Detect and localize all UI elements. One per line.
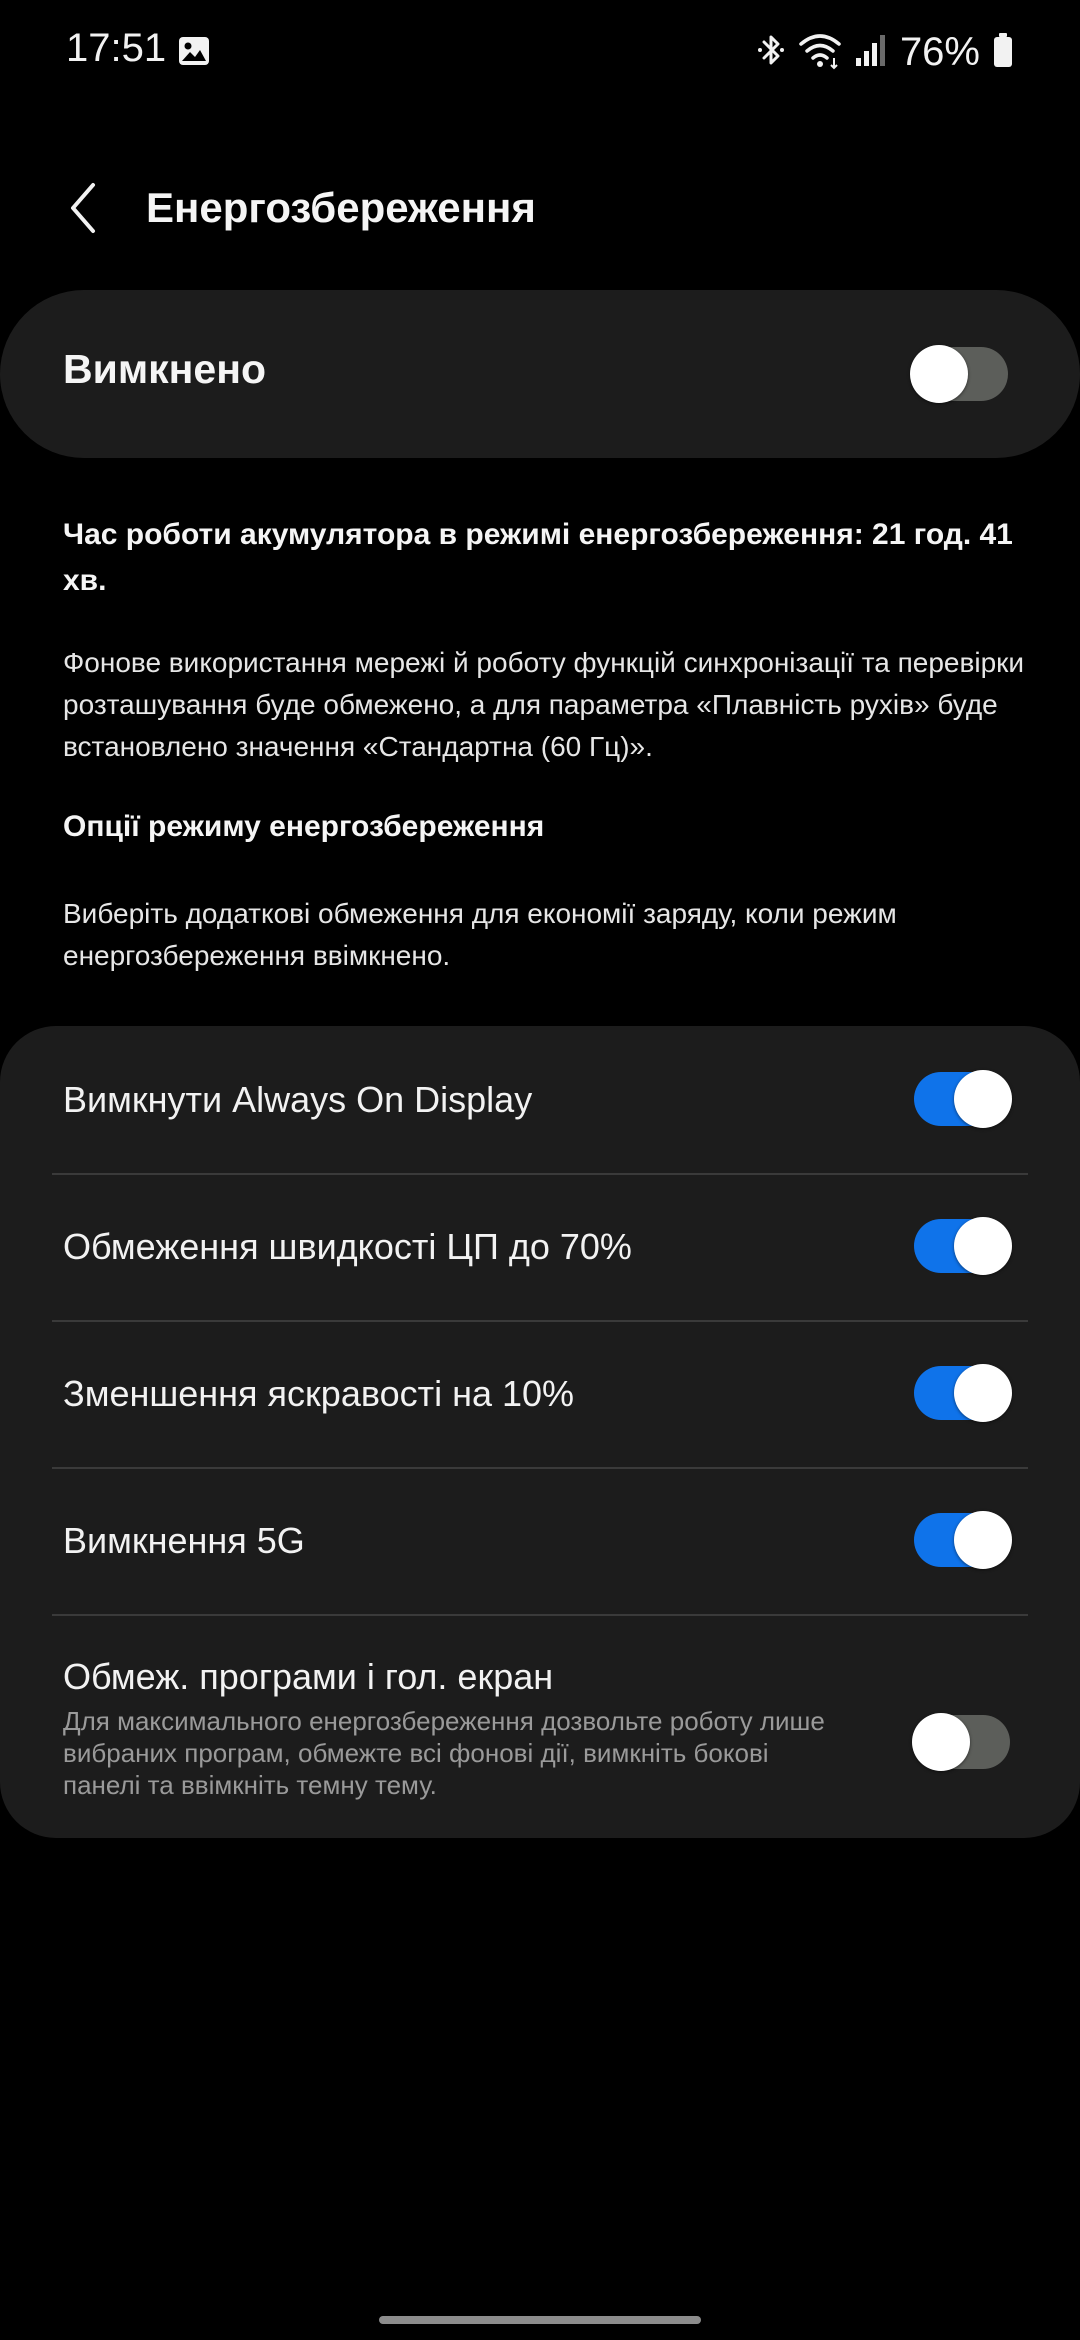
- status-bar: [0, 0, 1080, 100]
- battery-icon: [992, 30, 1014, 75]
- battery-percentage: 76%: [899, 29, 980, 74]
- gallery-icon: [178, 36, 210, 66]
- 5g-toggle-switch[interactable]: [914, 1513, 1010, 1567]
- toggle-knob: [910, 345, 968, 403]
- brightness-toggle-switch[interactable]: [914, 1366, 1010, 1420]
- option-row-aod[interactable]: [0, 1026, 1080, 1172]
- master-toggle-switch[interactable]: [912, 347, 1008, 401]
- option-label: Обмеж. програми і гол. екран: [63, 1656, 554, 1697]
- options-card: [0, 1026, 1080, 1838]
- restrictions-description: Фонове використання мережі й роботу функцій синхронізації та перевірки розташування буде обмежено, а для параметра «Плавність рухів» буде встановлено значення «Стандартна (60 Гц)».: [63, 647, 1025, 762]
- app-header: [0, 160, 1080, 260]
- gesture-navigation-bar[interactable]: [379, 2316, 701, 2324]
- toggle-knob: [954, 1364, 1012, 1422]
- chevron-left-icon: [65, 181, 99, 240]
- status-icons: [756, 26, 1014, 78]
- option-label: Зменшення яскравості на 10%: [63, 1373, 575, 1414]
- toggle-knob: [954, 1070, 1012, 1128]
- option-row-limit-apps[interactable]: [0, 1615, 1080, 1838]
- options-description: Виберіть додаткові обмеження для економії заряду, коли режим енергозбереження ввімкнено.: [63, 898, 897, 971]
- limit-apps-toggle-switch[interactable]: [914, 1715, 1010, 1769]
- option-label: Вимкнення 5G: [63, 1520, 305, 1561]
- status-time: 17:51: [66, 26, 167, 70]
- wifi-icon: [798, 30, 842, 75]
- master-toggle-label: Вимкнено: [63, 346, 267, 392]
- master-toggle-card[interactable]: [0, 290, 1080, 458]
- option-row-brightness[interactable]: [0, 1321, 1080, 1467]
- toggle-knob: [954, 1217, 1012, 1275]
- option-row-5g[interactable]: [0, 1468, 1080, 1614]
- option-sublabel: Для максимального енергозбереження дозвольте роботу лише вибраних програм, обмежте всі фонові дії, вимкніть бокові панелі та ввімкніть темну тему.: [63, 1706, 825, 1800]
- battery-runtime-text: Час роботи акумулятора в режимі енергозбереження: 21 год. 41 хв.: [63, 518, 1013, 597]
- bluetooth-icon: [756, 30, 786, 75]
- option-label: Вимкнути Always On Display: [63, 1079, 533, 1120]
- aod-toggle-switch[interactable]: [914, 1072, 1010, 1126]
- options-heading: Опції режиму енергозбереження: [63, 810, 545, 843]
- toggle-knob: [912, 1713, 970, 1771]
- back-button[interactable]: [50, 178, 114, 242]
- page-title: Енергозбереження: [146, 184, 536, 231]
- option-label: Обмеження швидкості ЦП до 70%: [63, 1226, 632, 1267]
- option-row-cpu[interactable]: [0, 1174, 1080, 1320]
- toggle-knob: [954, 1511, 1012, 1569]
- cpu-toggle-switch[interactable]: [914, 1219, 1010, 1273]
- signal-icon: [854, 30, 888, 75]
